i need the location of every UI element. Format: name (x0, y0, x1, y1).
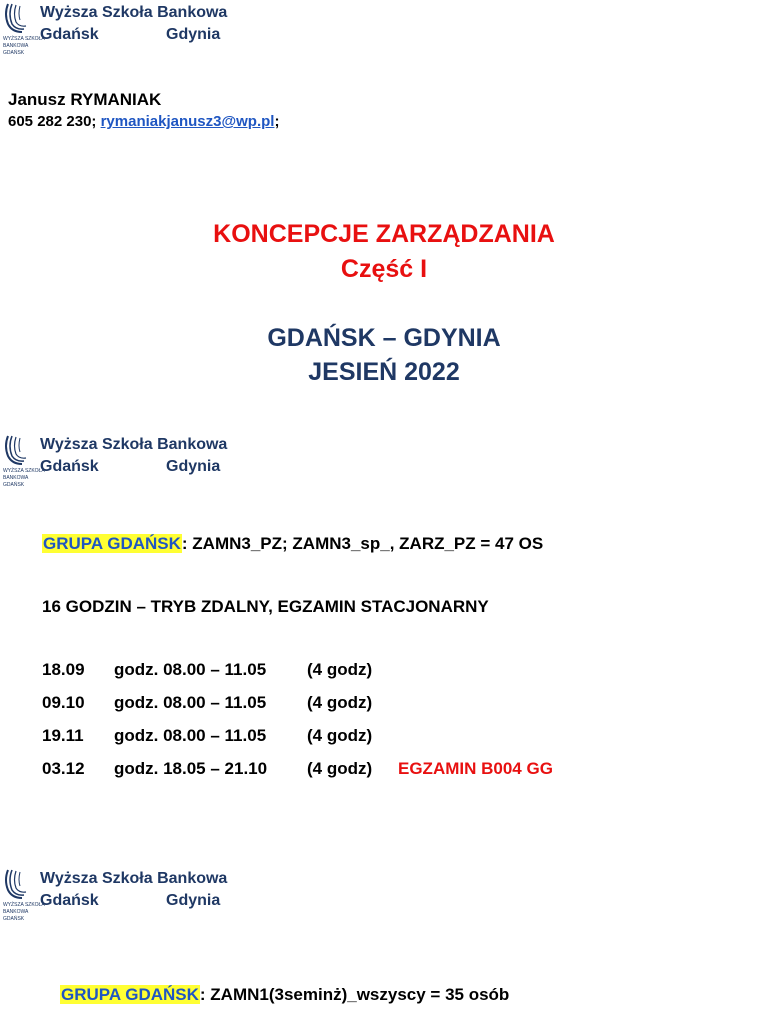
schedule-date: 09.10 (42, 693, 85, 712)
schedule-date: 19.11 (42, 726, 84, 745)
group-mode: 16 GODZIN – TRYB ZDALNY, EGZAMIN STACJONARNY (42, 597, 489, 616)
school-emblem-icon (2, 868, 45, 922)
schedule-date: 18.09 (42, 660, 85, 679)
logo-city-gdynia: Gdynia (166, 458, 221, 475)
course-place: GDAŃSK – GDYNIA (267, 324, 501, 352)
course-title: KONCEPCJE ZARZĄDZANIA (213, 220, 555, 248)
schedule-hours: (4 godz) (307, 726, 373, 745)
school-emblem-icon (2, 434, 45, 488)
schedule-time: godz. 08.00 – 11.05 (114, 693, 267, 712)
svg-text:WYŻSZA SZKOŁA: WYŻSZA SZKOŁA (3, 902, 45, 908)
schedule-hours: (4 godz) (307, 759, 373, 778)
schedule-exam-note: EGZAMIN B004 GG (398, 759, 553, 778)
group-details: : ZAMN3_PZ; ZAMN3_sp_, ZARZ_PZ = 47 OS (181, 534, 544, 553)
logo-school-name: Wyższa Szkoła Bankowa (40, 870, 228, 887)
logo-city-gdynia: Gdynia (166, 892, 221, 909)
svg-text:WYŻSZA SZKOŁA: WYŻSZA SZKOŁA (3, 468, 45, 474)
svg-text:BANKOWA: BANKOWA (3, 43, 29, 49)
group-details: : ZAMN1(3seminż)_wszyscy = 35 osób (199, 985, 510, 1004)
schedule-time: godz. 08.00 – 11.05 (114, 726, 267, 745)
schedule-hours: (4 godz) (307, 660, 373, 679)
schedule-time: godz. 08.00 – 11.05 (114, 660, 267, 679)
author-phone: 605 282 230 (8, 113, 92, 130)
logo-school-name: Wyższa Szkoła Bankowa (40, 4, 228, 21)
logo-city-gdansk: Gdańsk (40, 892, 99, 909)
svg-text:WYŻSZA SZKOŁA: WYŻSZA SZKOŁA (3, 36, 45, 42)
school-logo (2, 868, 228, 922)
svg-text:GDAŃSK: GDAŃSK (3, 916, 25, 922)
svg-text:GDAŃSK: GDAŃSK (3, 482, 25, 488)
author-contact (8, 113, 279, 130)
svg-text:BANKOWA: BANKOWA (3, 475, 29, 481)
logo-city-gdynia: Gdynia (166, 26, 221, 43)
group-header (60, 985, 509, 1005)
group-header (42, 534, 543, 554)
author-email-link[interactable]: rymaniakjanusz3@wp.pl (100, 113, 275, 130)
school-logo (2, 434, 228, 488)
logo-city-gdansk: Gdańsk (40, 458, 99, 475)
logo-city-gdansk: Gdańsk (40, 26, 99, 43)
school-emblem-icon (2, 2, 45, 56)
svg-text:BANKOWA: BANKOWA (3, 909, 29, 915)
separator: ; (91, 113, 97, 130)
course-term: JESIEŃ 2022 (308, 358, 460, 386)
schedule-date: 03.12 (42, 759, 85, 778)
svg-text:GDAŃSK: GDAŃSK (3, 50, 25, 56)
group-label: GRUPA GDAŃSK (61, 985, 199, 1004)
course-part: Część I (340, 255, 428, 283)
schedule-time: godz. 18.05 – 21.10 (114, 759, 268, 778)
separator: ; (274, 113, 280, 130)
school-logo (2, 2, 228, 56)
author-name: Janusz RYMANIAK (8, 90, 162, 109)
schedule-hours: (4 godz) (307, 693, 373, 712)
logo-school-name: Wyższa Szkoła Bankowa (40, 436, 228, 453)
group-label: GRUPA GDAŃSK (43, 534, 181, 553)
